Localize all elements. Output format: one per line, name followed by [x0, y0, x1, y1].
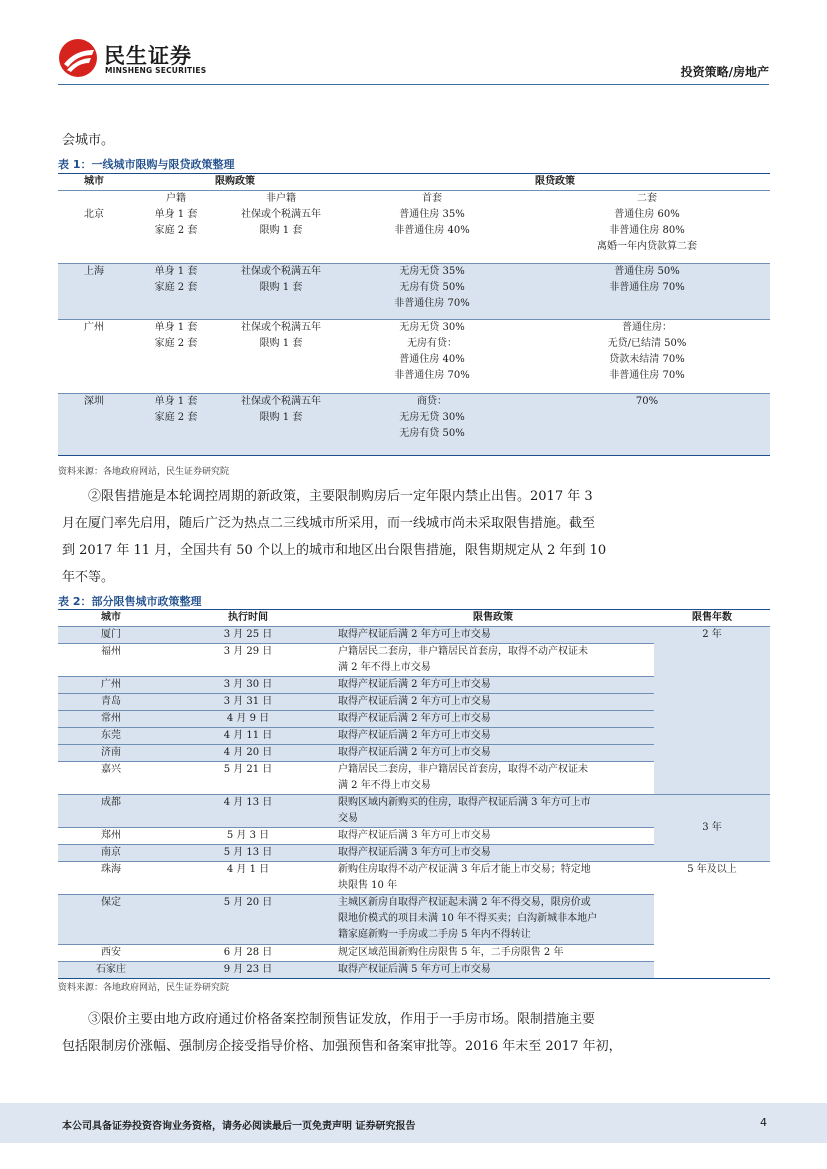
table2-cell-city: 西安 [101, 947, 121, 958]
para-mid-line: ②限售措施是本轮调控周期的新政策，主要限制购房后一定年限内禁止出售。2017 年 3 [88, 489, 593, 504]
table2-cell-city: 保定 [101, 897, 121, 908]
company-logo [58, 38, 218, 80]
table2-col-years: 限售年数 [692, 612, 732, 623]
table1 [58, 173, 770, 456]
table1-cell-first: 无房无贷 30% 无房有贷： 普通住房 40% 非普通住房 70% [394, 321, 470, 381]
table1-cell-nonhukou: 社保或个税满五年 限购 1 套 [241, 265, 321, 293]
table2-cell-policy: 新购住房取得不动产权证满 3 年后才能上市交易；特定地 块限售 10 年 [338, 864, 591, 891]
table1-cell-nonhukou: 社保或个税满五年 限购 1 套 [241, 395, 321, 423]
table-row [58, 263, 770, 319]
table1-cell-second: 普通住房： 无贷/已结清 50% 贷款未结清 70% 非普通住房 70% [607, 321, 687, 381]
para-bottom-line: 包括限制房价涨幅、强制房企接受指导价格、加强预售和备案审批等。2016 年末至 2017 年初， [62, 1039, 622, 1054]
table2-cell-city: 青岛 [101, 696, 121, 707]
table2-cell-city: 广州 [101, 679, 121, 690]
table2-cell-city: 南京 [101, 847, 121, 858]
logo-chinese-name: 民生证券 [104, 44, 192, 68]
table-row [58, 627, 770, 644]
table2-cell-time: 5 月 20 日 [223, 897, 273, 908]
table1-cell-nonhukou: 社保或个税满五年 限购 1 套 [241, 321, 321, 349]
header-divider [58, 84, 769, 85]
table2-cell-time: 9 月 23 日 [223, 964, 273, 975]
table1-source: 资料来源：各地政府网站，民生证券研究院 [58, 467, 230, 477]
table2-cell-city: 厦门 [101, 629, 121, 640]
table-row [58, 207, 770, 263]
table1-sub-first: 首套 [422, 193, 442, 204]
table-row [58, 393, 770, 455]
minsheng-logo-icon [58, 38, 98, 78]
table2-col-time: 执行时间 [228, 612, 268, 623]
table2-cell-policy: 限购区域内新购买的住房，取得产权证后满 3 年方可上市 交易 [338, 797, 591, 824]
table2-col-policy: 限售政策 [473, 612, 513, 623]
table1-cell-second: 普通住房 50% 非普通住房 70% [609, 265, 685, 293]
table2-cell-policy: 取得产权证后满 2 年方可上市交易 [338, 747, 491, 758]
table2-cell-time: 4 月 9 日 [226, 713, 270, 724]
table-row [58, 795, 770, 828]
table2-cell-time: 5 月 3 日 [226, 830, 270, 841]
paragraph-top: 会城市。 [62, 133, 115, 148]
table2 [58, 609, 770, 979]
para-mid-line: 到 2017 年 11 月，全国共有 50 个以上的城市和地区出台限售措施，限售期规定从 2 年到 10 [62, 543, 607, 558]
table2-cell-years: 3 年 [654, 795, 770, 862]
table2-cell-city: 福州 [101, 646, 121, 657]
table2-cell-city: 石家庄 [96, 964, 126, 975]
table2-col-city: 城市 [101, 612, 121, 623]
table2-cell-policy: 取得产权证后满 3 年方可上市交易 [338, 847, 491, 858]
table2-cell-city: 东莞 [101, 730, 121, 741]
table2-cell-years: 5 年及以上 [687, 864, 737, 875]
table2-cell-time: 5 月 21 日 [223, 764, 273, 775]
table2-cell-city: 成都 [101, 797, 121, 808]
table2-cell-policy: 取得产权证后满 2 年方可上市交易 [338, 713, 491, 724]
table1-sub-hukou: 户籍 [166, 193, 186, 204]
table2-cell-city: 郑州 [101, 830, 121, 841]
table2-cell-time: 4 月 13 日 [223, 797, 273, 808]
paragraph-price-limit [62, 1006, 770, 1060]
table2-cell-city: 嘉兴 [101, 764, 121, 775]
table2-cell-time: 3 月 31 日 [223, 696, 273, 707]
table2-cell-policy: 取得产权证后满 5 年方可上市交易 [338, 964, 491, 975]
table2-cell-city: 常州 [101, 713, 121, 724]
table1-cell-second: 普通住房 60% 非普通住房 80% 离婚一年内贷款算二套 [597, 209, 697, 252]
table2-cell-policy: 主城区新房自取得产权证起未满 2 年不得交易，限房价或 限地价模式的项目未满 10 年不得买卖；白沟新城非本地户 籍家庭新购一手房或二手房 5 年内不得转让 [338, 897, 598, 940]
table1-cell-hukou: 单身 1 套 家庭 2 套 [154, 209, 198, 236]
footer-disclaimer: 本公司具备证券投资咨询业务资格，请务必阅读最后一页免责声明 证券研究报告 [62, 1121, 416, 1132]
logo-english-name: MINSHENG SECURITIES [105, 66, 207, 75]
table1-cell-first: 商贷： 无房无贷 30% 无房有贷 50% [399, 395, 465, 439]
table2-cell-policy: 户籍居民二套房，非户籍居民首套房，取得不动产权证未 满 2 年不得上市交易 [338, 646, 588, 673]
table1-cell-city: 北京 [84, 209, 104, 220]
table1-header-row [58, 174, 770, 191]
paragraph-restriction [62, 483, 770, 591]
table2-cell-policy: 规定区域范围新购住房限售 5 年，二手房限售 2 年 [338, 947, 564, 958]
table2-cell-policy: 取得产权证后满 2 年方可上市交易 [338, 679, 491, 690]
table2-header-row [58, 610, 770, 627]
table2-caption: 表 2：部分限售城市政策整理 [58, 595, 202, 608]
table1-col-city: 城市 [84, 176, 104, 187]
section-tag: 投资策略/房地产 [680, 65, 769, 79]
table2-cell-time: 4 月 20 日 [223, 747, 273, 758]
table1-cell-first: 无房无贷 35% 无房有贷 50% 非普通住房 70% [394, 265, 470, 309]
table1-cell-city: 上海 [84, 265, 104, 277]
table1-cell-nonhukou: 社保或个税满五年 限购 1 套 [241, 209, 321, 236]
table2-cell-policy: 户籍居民二套房，非户籍居民首套房，取得不动产权证未 满 2 年不得上市交易 [338, 764, 588, 791]
table1-caption: 表 1：一线城市限购与限贷政策整理 [58, 158, 235, 171]
table2-cell-years: 2 年 [654, 627, 770, 795]
table2-cell-policy: 取得产权证后满 2 年方可上市交易 [338, 696, 491, 707]
table1-sub-nonhukou: 非户籍 [266, 193, 296, 204]
page-number: 4 [760, 1116, 767, 1129]
table2-cell-city: 珠海 [101, 864, 121, 875]
para-mid-line: 月在厦门率先启用，随后广泛为热点二三线城市所采用，而一线城市尚未采取限售措施。截至 [62, 516, 596, 531]
table2-cell-city: 济南 [101, 747, 121, 758]
table2-cell-time: 4 月 1 日 [226, 864, 270, 875]
table2-cell-time: 3 月 25 日 [223, 629, 273, 640]
para-mid-line: 年不等。 [62, 570, 115, 585]
table1-col-loan: 限贷政策 [535, 176, 575, 187]
table2-cell-policy: 取得产权证后满 2 年方可上市交易 [338, 629, 491, 640]
table1-cell-city: 广州 [84, 321, 104, 333]
table1-cell-hukou: 单身 1 套 家庭 2 套 [154, 395, 198, 423]
table2-cell-time: 3 月 29 日 [223, 646, 273, 657]
table2-cell-time: 4 月 11 日 [223, 730, 273, 741]
para-bottom-line: ③限价主要由地方政府通过价格备案控制预售证发放，作用于一手房市场。限制措施主要 [88, 1012, 596, 1027]
table1-subheader-row [58, 191, 770, 208]
table1-cell-first: 普通住房 35% 非普通住房 40% [394, 209, 470, 236]
table1-cell-second: 70% [635, 395, 659, 407]
table-row [58, 319, 770, 393]
table1-cell-city: 深圳 [84, 395, 104, 407]
table2-cell-time: 5 月 13 日 [223, 847, 273, 858]
table2-source: 资料来源：各地政府网站，民生证券研究院 [58, 983, 230, 993]
table1-col-purchase: 限购政策 [215, 176, 255, 187]
table1-cell-hukou: 单身 1 套 家庭 2 套 [154, 321, 198, 349]
table2-cell-time: 6 月 28 日 [223, 947, 273, 958]
table1-cell-hukou: 单身 1 套 家庭 2 套 [154, 265, 198, 293]
table1-sub-second: 二套 [637, 193, 657, 204]
table-row [58, 862, 770, 895]
table2-cell-policy: 取得产权证后满 3 年方可上市交易 [338, 830, 491, 841]
table2-cell-time: 3 月 30 日 [223, 679, 273, 690]
table2-cell-policy: 取得产权证后满 2 年方可上市交易 [338, 730, 491, 741]
